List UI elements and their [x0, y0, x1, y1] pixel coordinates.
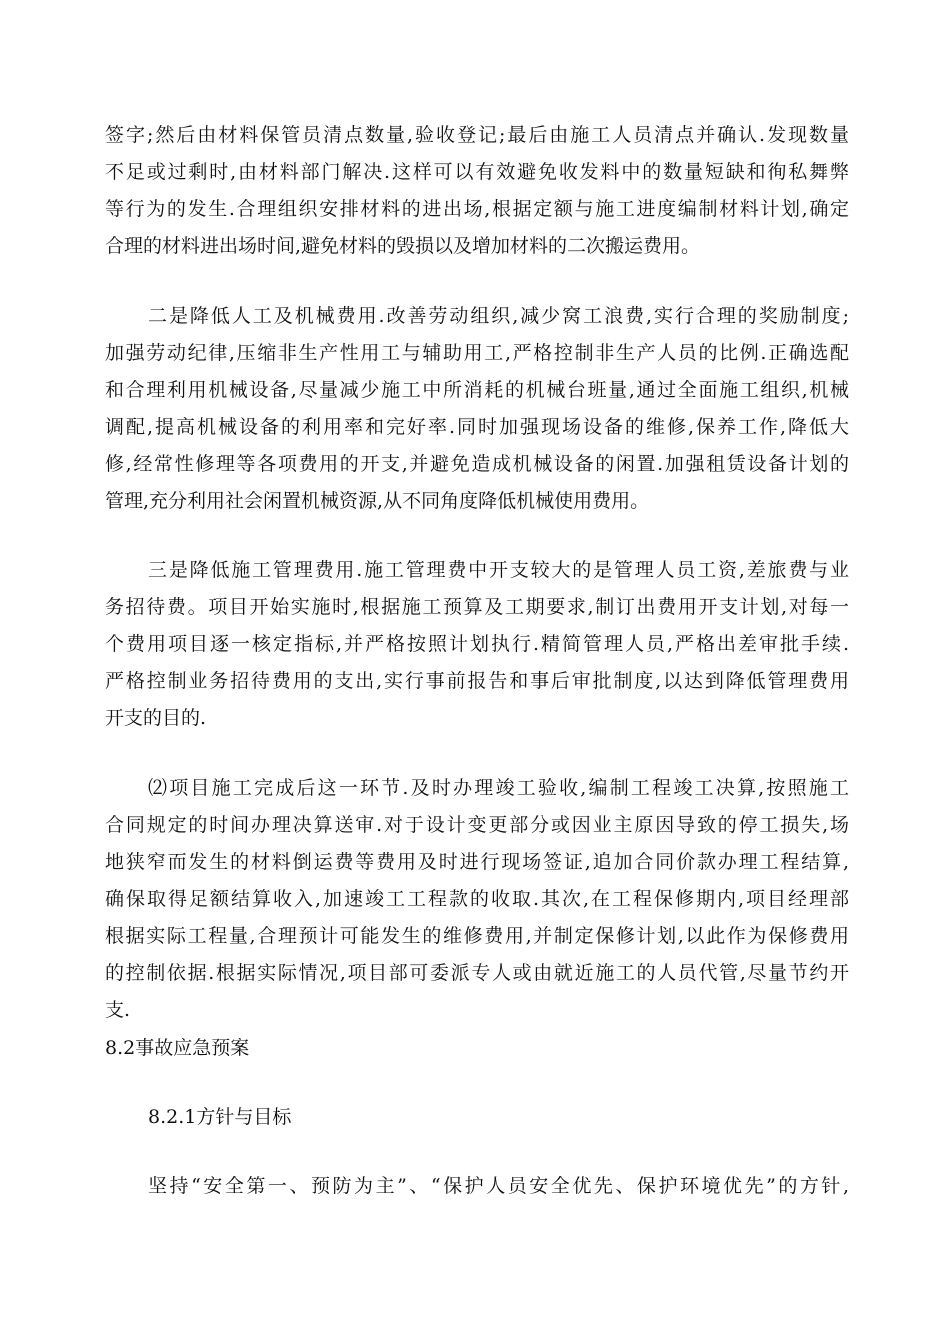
paragraph-2-line-2: 加强劳动纪律,压缩非生产性用工与辅助用工,严格控制非生产人员的比例.正确选配 [105, 342, 849, 364]
subsection-heading: 8.2.1方针与目标 [148, 1106, 292, 1128]
paragraph-4-line-5: 根据实际工程量,合理预计可能发生的维修费用,并制定保修计划,以此作为保修费用 [105, 925, 849, 947]
paragraph-4-line-4: 确保取得足额结算收入,加速竣工工程款的收取.其次,在工程保修期内,项目经理部 [105, 888, 849, 910]
paragraph-2-line-1: 二是降低人工及机械费用.改善劳动组织,减少窝工浪费,实行合理的奖励制度; [148, 305, 849, 327]
paragraph-2-line-3: 和合理利用机械设备,尽量减少施工中所消耗的机械台班量,通过全面施工组织,机械 [105, 379, 849, 401]
paragraph-1-line-1: 签字;然后由材料保管员清点数量,验收登记;最后由施工人员清点并确认.发现数量 [105, 124, 849, 146]
paragraph-5-line-1: 坚持“安全第一、预防为主”、“保护人员安全优先、保护环境优先”的方针, [148, 1175, 849, 1197]
paragraph-4-line-6: 的控制依据.根据实际情况,项目部可委派专人或由就近施工的人员代管,尽量节约开 [105, 962, 849, 984]
paragraph-1-line-2: 不足或过剩时,由材料部门解决.这样可以有效避免收发料中的数量短缺和徇私舞弊 [105, 161, 849, 183]
paragraph-4-line-1: ⑵项目施工完成后这一环节.及时办理竣工验收,编制工程竣工决算,按照施工 [148, 777, 849, 799]
paragraph-3-line-3: 个费用项目逐一核定指标,并严格按照计划执行.精简管理人员,严格出差审批手续. [105, 633, 849, 655]
paragraph-1-line-4: 合理的材料进出场时间,避免材料的毁损以及增加材料的二次搬运费用。 [105, 235, 701, 257]
section-heading: 8.2事故应急预案 [105, 1037, 250, 1059]
paragraph-1-line-3: 等行为的发生.合理组织安排材料的进出场,根据定额与施工进度编制材料计划,确定 [105, 198, 849, 220]
paragraph-2-line-4: 调配,提高机械设备的利用率和完好率.同时加强现场设备的维修,保养工作,降低大 [105, 416, 849, 438]
paragraph-4-line-3: 地狭窄而发生的材料倒运费等费用及时进行现场签证,追加合同价款办理工程结算, [105, 851, 849, 873]
paragraph-2-line-6: 管理,充分利用社会闲置机械资源,从不同角度降低机械使用费用。 [105, 490, 650, 512]
paragraph-4-line-7: 支. [105, 999, 131, 1021]
paragraph-2-line-5: 修,经常性修理等各项费用的开支,并避免造成机械设备的闲置.加强租赁设备计划的 [105, 453, 849, 475]
paragraph-4-line-2: 合同规定的时间办理决算送审.对于设计变更部分或因业主原因导致的停工损失,场 [105, 814, 849, 836]
paragraph-3-line-5: 开支的目的. [105, 707, 207, 729]
paragraph-3-line-1: 三是降低施工管理费用.施工管理费中开支较大的是管理人员工资,差旅费与业 [148, 559, 849, 581]
paragraph-3-line-4: 严格控制业务招待费用的支出,实行事前报告和事后审批制度,以达到降低管理费用 [105, 670, 849, 692]
paragraph-3-line-2: 务招待费。项目开始实施时,根据施工预算及工期要求,制订出费用开支计划,对每一 [105, 596, 849, 618]
